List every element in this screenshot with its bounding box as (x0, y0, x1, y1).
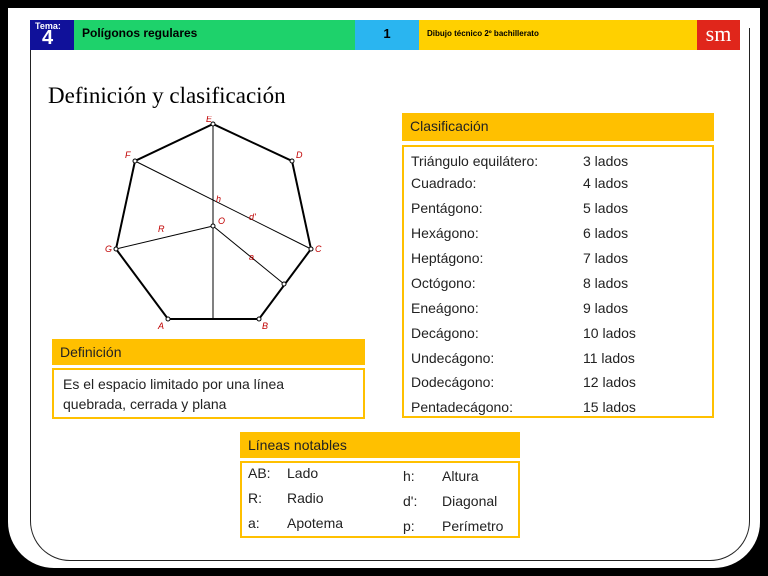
vertex-a-label: A (158, 321, 165, 331)
clasificacion-row-name: Triángulo equilátero: (411, 153, 539, 169)
lineas-right-key: p: (403, 518, 415, 534)
lineas-right-key: h: (403, 468, 415, 484)
vertex-c-label: C (315, 244, 322, 254)
radius-label: R (158, 224, 165, 234)
definicion-header: Definición (52, 339, 365, 365)
lineas-box (240, 461, 520, 538)
clasificacion-row-name: Eneágono: (411, 300, 479, 316)
clasificacion-row-sides: 4 lados (583, 175, 629, 191)
clasificacion-row-name: Heptágono: (411, 250, 484, 266)
definicion-line-2: quebrada, cerrada y plana (63, 396, 227, 412)
lineas-left-key: a: (248, 515, 260, 531)
clasificacion-row-name: Octógono: (411, 275, 476, 291)
clasificacion-row-sides: 15 lados (583, 399, 636, 415)
clasificacion-row-sides: 11 lados (583, 350, 635, 366)
vertex-f-label: F (125, 150, 131, 160)
clasificacion-row-sides: 3 lados (583, 153, 629, 169)
lineas-left-key: R: (248, 490, 262, 506)
slide (8, 8, 760, 568)
definicion-box (52, 368, 365, 419)
clasificacion-row-sides: 6 lados (583, 225, 629, 241)
page-title: Definición y clasificación (48, 83, 286, 108)
lineas-left-value: Apotema (287, 515, 344, 531)
vertex-d-label: D (296, 150, 303, 160)
diagonal-line (135, 161, 311, 249)
heptagon-figure (96, 116, 336, 336)
vertex-g-label: G (105, 244, 113, 254)
radius-line (116, 226, 213, 249)
header-subject: Dibujo técnico 2º bachillerato (419, 20, 697, 50)
clasificacion-row-sides: 12 lados (583, 374, 636, 390)
center-o-label: O (218, 216, 226, 226)
lineas-left-value: Radio (287, 490, 324, 506)
lineas-right-value: Diagonal (442, 493, 498, 509)
clasificacion-row-sides: 7 lados (583, 250, 629, 266)
tema-label: Tema: (35, 21, 61, 31)
lineas-right-key: d': (403, 493, 418, 509)
lineas-left-key: AB: (248, 465, 271, 481)
height-label: h (216, 194, 222, 204)
clasificacion-row-name: Dodecágono: (411, 374, 495, 390)
clasificacion-row-sides: 10 lados (583, 325, 636, 341)
clasificacion-row-sides: 9 lados (583, 300, 629, 316)
lineas-left-value: Lado (287, 465, 319, 481)
clasificacion-row-name: Undecágono: (411, 350, 495, 366)
tema-badge (30, 20, 74, 50)
clasificacion-header: Clasificación (402, 113, 714, 141)
apothem-label: a (249, 252, 255, 262)
definicion-line-1: Es el espacio limitado por una línea (63, 376, 285, 392)
clasificacion-row-name: Cuadrado: (411, 175, 477, 191)
header-title: Polígonos regulares (74, 20, 355, 50)
clasificacion-row-name: Hexágono: (411, 225, 479, 241)
lineas-header: Líneas notables (240, 432, 520, 458)
lineas-right-value: Altura (442, 468, 479, 484)
tema-number: 4 (42, 27, 54, 49)
header-bar (30, 20, 740, 50)
diagonal-label: d' (249, 212, 256, 222)
sm-logo: sm (697, 20, 740, 50)
clasificacion-row-name: Pentágono: (411, 200, 483, 216)
clasificacion-row-name: Decágono: (411, 325, 479, 341)
vertex-e-label: E (206, 116, 213, 124)
clasificacion-box (402, 145, 714, 418)
clasificacion-row-name: Pentadecágono: (411, 399, 513, 415)
page-number: 1 (355, 20, 419, 50)
clasificacion-row-sides: 5 lados (583, 200, 629, 216)
lineas-right-value: Perímetro (442, 518, 504, 534)
clasificacion-row-sides: 8 lados (583, 275, 629, 291)
vertex-b-label: B (262, 321, 269, 331)
